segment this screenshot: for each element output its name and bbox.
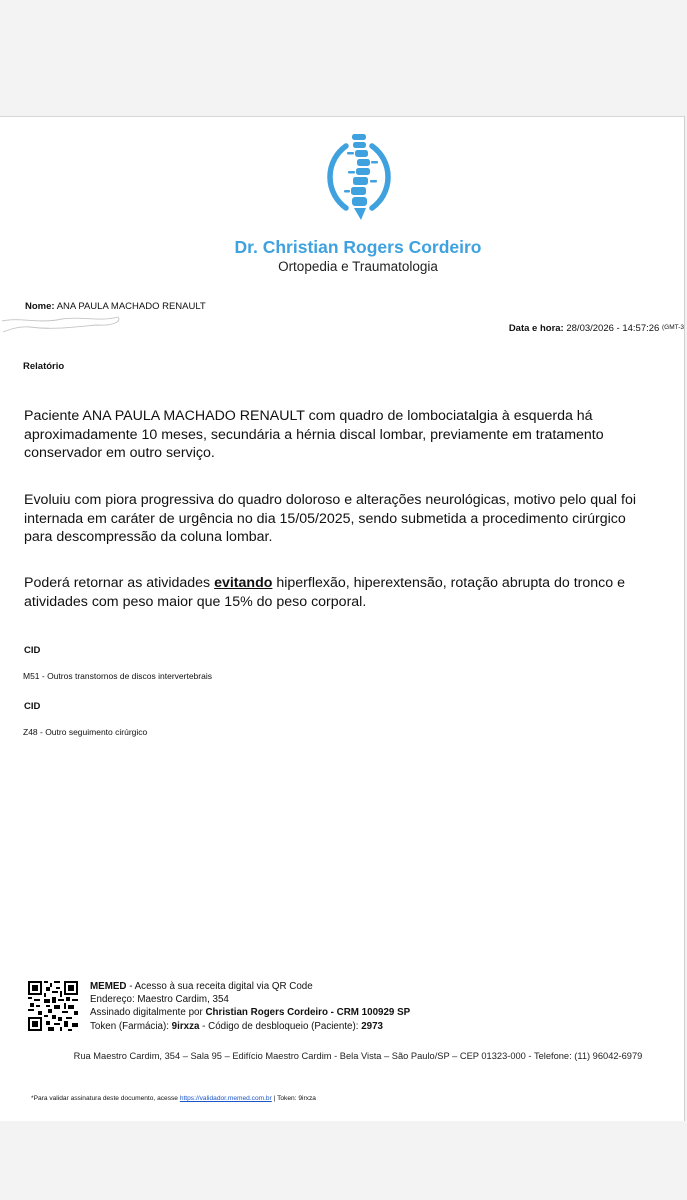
timezone: (GMT-3 (661, 324, 684, 331)
paragraph-3-start: Poderá retornar as atividades (24, 575, 215, 591)
footer-address: Rua Maestro Cardim, 354 – Sala 95 – Edifício Maestro Cardim - Bela Vista – São Paulo/SP – CEP 01323-000 - Telefone: (11) 96042-6979 (73, 1051, 643, 1061)
paragraph-3-emphasis: evitando (214, 575, 273, 591)
report-paragraph-1: Paciente ANA PAULA MACHADO RENAULT com quadro de lombociatalgia à esquerda há aproximadamente 10 meses, secundária a hérnia discal lombar, previamente em tratamento conservador em outro serviço. (24, 408, 604, 461)
report-title: Relatório (23, 361, 65, 372)
cid-value: Z48 - Outro seguimento cirúrgico (23, 727, 148, 737)
datetime-label: Data e hora: (508, 323, 564, 334)
report-paragraph-2: Evoluiu com piora progressiva do quadro doloroso e alterações neurológicas, motivo pelo qual foi internada em caráter de urgência no dia 15/05/2025, sendo submetida a procedimento cirúrgico para descompressão da coluna lombar. (24, 492, 636, 545)
validation-prefix: *Para validar assinatura deste documento, acesse (31, 1095, 180, 1102)
memed-address: Endereço: Maestro Cardim, 354 (90, 994, 229, 1006)
datetime-value: 28/03/2026 - 14:57:26 (566, 323, 660, 334)
doctor-name: Dr. Christian Rogers Cordeiro (234, 237, 482, 257)
report-paragraph-3 (24, 574, 654, 611)
paragraph-3-end: hiperflexão, hiperextensão, rotação abrupta do tronco e atividades com peso maior que 15% do peso corporal. (24, 575, 625, 610)
cid-label: CID (24, 701, 41, 712)
token-label: Token (Farmácia): (90, 1020, 172, 1032)
validation-token: | Token: 9irxza (271, 1095, 316, 1102)
patient-name-value: ANA PAULA MACHADO RENAULT (56, 301, 206, 312)
unlock-value: 2973 (361, 1020, 383, 1032)
datetime-row (509, 323, 684, 334)
memed-token (90, 1020, 410, 1033)
unlock-label: - Código de desbloqueio (Paciente): (199, 1020, 362, 1032)
cid-label: CID (24, 645, 41, 656)
memed-line-1 (90, 980, 410, 993)
redaction-scribble (0, 313, 125, 335)
qr-code-icon[interactable] (28, 981, 78, 1031)
signed-by: Christian Rogers Cordeiro - CRM 100929 SP (205, 1007, 411, 1019)
validation-link[interactable]: https://validador.memed.com.br (179, 1095, 272, 1102)
memed-brand: MEMED (90, 981, 127, 992)
spine-logo-icon (316, 131, 402, 221)
token-value: 9irxza (171, 1020, 200, 1032)
signed-prefix: Assinado digitalmente por (90, 1007, 206, 1019)
specialty: Ortopedia e Traumatologia (278, 259, 438, 274)
patient-name-row (25, 301, 206, 312)
validation-note (31, 1095, 316, 1102)
memed-signature (90, 1006, 410, 1019)
cid-value: M51 - Outros transtornos de discos intervertebrais (23, 671, 212, 681)
memed-access-text: - Acesso à sua receita digital via QR Code (126, 981, 313, 992)
memed-info (90, 980, 410, 1033)
patient-name-label: Nome: (25, 301, 55, 312)
document-page (0, 116, 685, 1121)
